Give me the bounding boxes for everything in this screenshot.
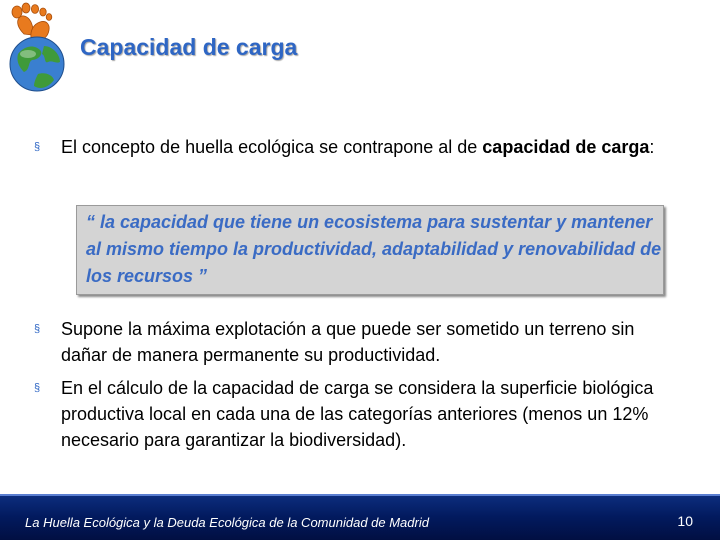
slide-title: Capacidad de carga <box>80 34 298 60</box>
footer-divider <box>0 494 720 496</box>
earth-footprint-icon <box>4 2 72 94</box>
bullet-marker: § <box>34 141 41 153</box>
bullet-text-part: El concepto de huella ecológica se contrapone al de <box>61 137 483 157</box>
bullet-text: En el cálculo de la capacidad de carga se considera la superficie biológica productiva local en cada una de las categorías anteriores (menos un 12% necesario para garantizar la biodiversidad). <box>61 378 654 450</box>
bullet-item <box>34 134 670 160</box>
bullet-marker: § <box>34 382 41 394</box>
bullet-text <box>61 134 670 160</box>
footer-title: La Huella Ecológica y la Deuda Ecológica de la Comunidad de Madrid <box>25 515 429 530</box>
bullet-text-part: : <box>649 137 655 157</box>
footer-bar <box>0 494 720 540</box>
definition-quote: “ la capacidad que tiene un ecosistema para sustentar y mantener al mismo tiempo la productividad, adaptabilidad y renovabilidad de los recursos ” <box>86 212 662 286</box>
bullet-item <box>34 375 670 453</box>
page-number: 10 <box>677 513 693 529</box>
bullet-text: Supone la máxima explotación a que puede ser sometido un terreno sin dañar de manera permanente su productividad. <box>61 319 635 365</box>
bullet-item <box>34 316 670 368</box>
definition-quote-box <box>76 205 664 295</box>
bullet-marker: § <box>34 323 41 335</box>
bullet-text-bold: capacidad de carga <box>482 137 650 157</box>
